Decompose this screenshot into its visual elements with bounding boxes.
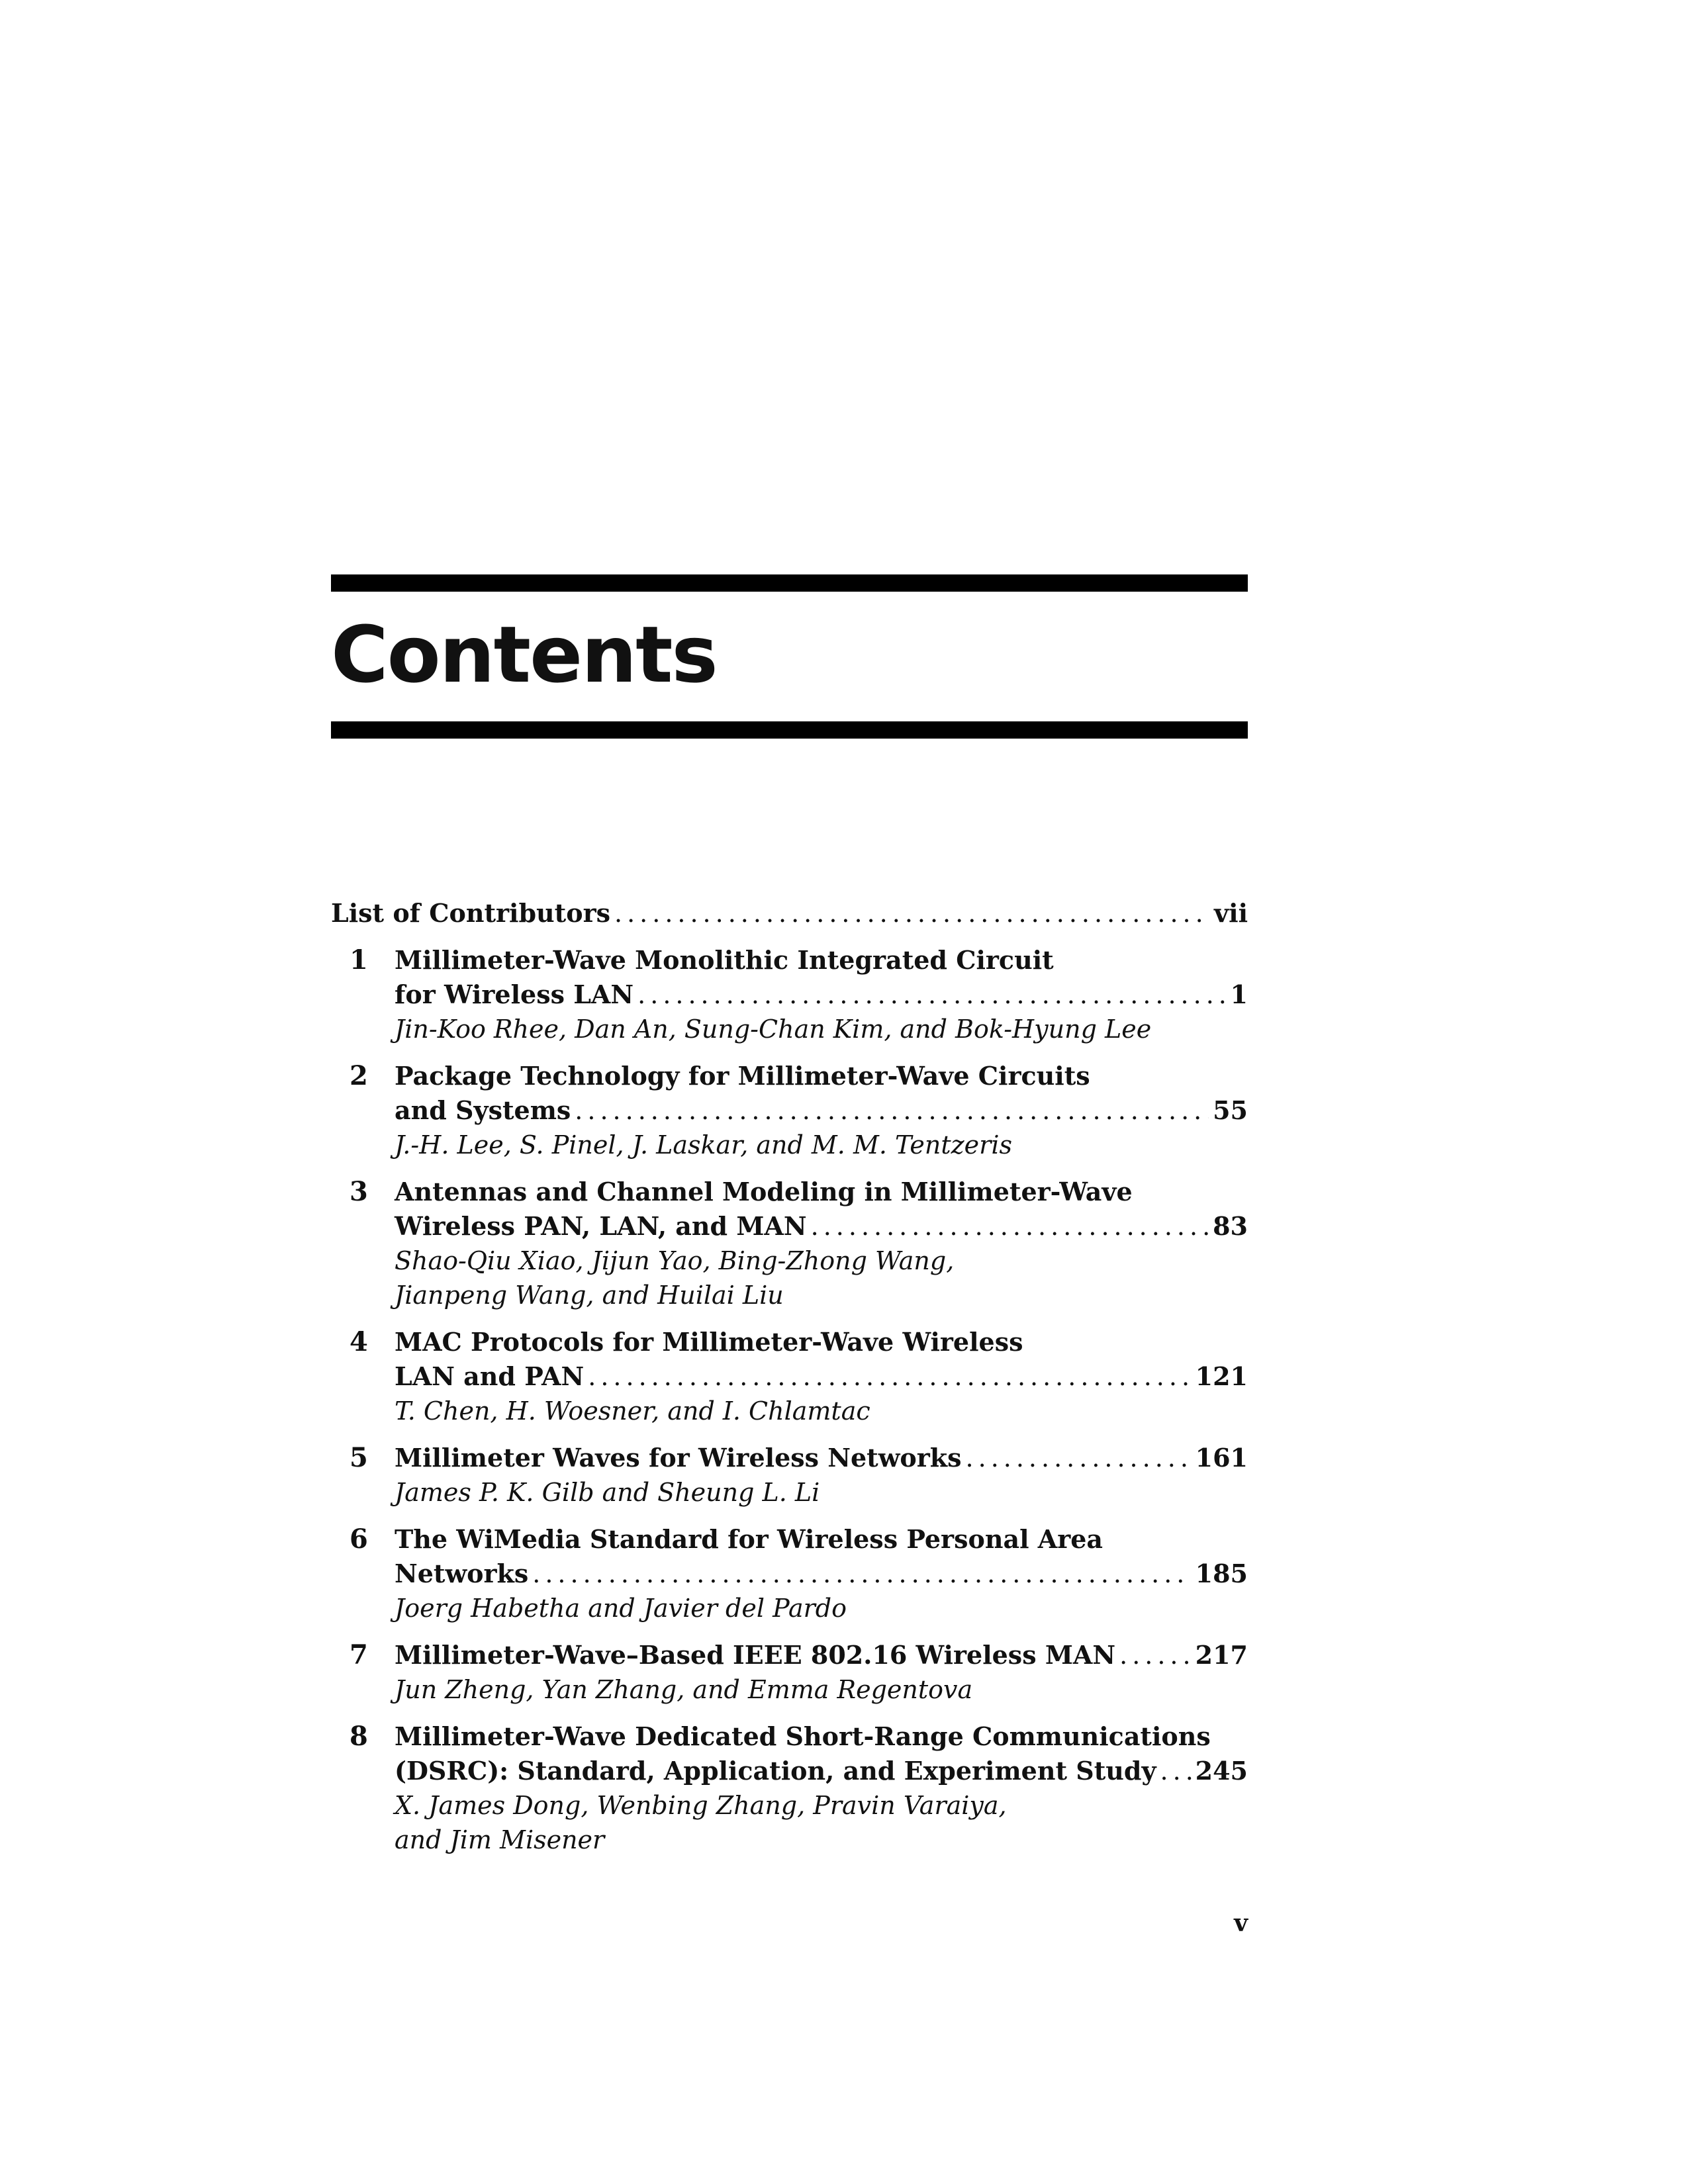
toc-page-number: 245 — [1195, 1756, 1248, 1786]
chapter-number: 4 — [350, 1326, 368, 1357]
toc-entry-chapter-3[interactable] — [331, 1175, 1248, 1312]
toc-page-number: 55 — [1213, 1095, 1248, 1125]
chapter-list — [331, 943, 1248, 1857]
chapter-number: 3 — [350, 1176, 368, 1207]
chapter-title-leader-line — [395, 1441, 1248, 1475]
chapter-title-line: Millimeter-Wave Dedicated Short-Range Communications — [395, 1721, 1211, 1751]
dot-leader — [532, 1557, 1191, 1591]
toc-page-number: 83 — [1213, 1211, 1248, 1241]
dot-leader — [966, 1441, 1192, 1475]
chapter-authors: Shao-Qiu Xiao, Jijun Yao, Bing-Zhong Wang, — [395, 1246, 955, 1275]
bottom-rule — [331, 721, 1248, 739]
toc-page-number: vii — [1214, 898, 1248, 928]
chapter-title-leader-line — [395, 978, 1248, 1012]
toc-page-number: 1 — [1230, 979, 1248, 1009]
toc-entry-chapter-8[interactable] — [331, 1719, 1248, 1857]
dot-leader — [811, 1209, 1209, 1244]
chapter-title-line: Wireless PAN, LAN, and MAN — [395, 1211, 807, 1241]
dot-leader — [1119, 1638, 1192, 1672]
chapter-title-line: and Systems — [395, 1095, 571, 1125]
chapter-title-line: LAN and PAN — [395, 1361, 585, 1391]
chapter-number: 7 — [350, 1639, 368, 1670]
chapter-title-leader-line — [395, 1093, 1248, 1128]
chapter-title-leader-line — [395, 1754, 1248, 1788]
page-folio: v — [1234, 1909, 1248, 1937]
dot-leader — [614, 896, 1210, 931]
toc-entry-chapter-1[interactable] — [331, 943, 1248, 1046]
dot-leader — [588, 1359, 1191, 1394]
chapter-authors: T. Chen, H. Woesner, and I. Chlamtac — [395, 1396, 870, 1426]
chapter-authors: J.-H. Lee, S. Pinel, J. Laskar, and M. M. Tentzeris — [395, 1130, 1012, 1160]
toc-page-number: 217 — [1195, 1640, 1248, 1670]
dot-leader — [1160, 1754, 1192, 1788]
toc-page-number: 185 — [1195, 1559, 1248, 1588]
chapter-title-leader-line — [395, 1638, 1248, 1672]
chapter-title-line: The WiMedia Standard for Wireless Personal Area — [395, 1524, 1103, 1554]
chapter-title-leader-line — [395, 1557, 1248, 1591]
chapter-title-leader-line — [395, 1359, 1248, 1394]
dot-leader — [575, 1093, 1209, 1128]
chapter-authors: Jun Zheng, Yan Zhang, and Emma Regentova — [395, 1675, 973, 1704]
chapter-authors: Jianpeng Wang, and Huilai Liu — [395, 1281, 784, 1310]
dot-leader — [637, 978, 1226, 1012]
table-of-contents — [331, 893, 1248, 1857]
chapter-number: 5 — [350, 1442, 368, 1473]
chapter-authors: Jin-Koo Rhee, Dan An, Sung-Chan Kim, and Bok-Hyung Lee — [395, 1015, 1152, 1044]
chapter-number: 2 — [350, 1060, 368, 1091]
chapter-authors: X. James Dong, Wenbing Zhang, Pravin Varaiya, — [395, 1791, 1007, 1820]
chapter-number: 1 — [350, 944, 368, 976]
page-title: Contents — [331, 609, 717, 700]
chapter-number: 8 — [350, 1721, 368, 1752]
chapter-title-line: Millimeter Waves for Wireless Networks — [395, 1443, 962, 1473]
chapter-title-line: (DSRC): Standard, Application, and Experiment Study — [395, 1756, 1156, 1786]
chapter-title-leader-line — [395, 1209, 1248, 1244]
chapter-authors: James P. K. Gilb and Sheung L. Li — [395, 1478, 820, 1507]
toc-entry-chapter-6[interactable] — [331, 1522, 1248, 1625]
chapter-number: 6 — [350, 1524, 368, 1555]
chapter-title-line: Networks — [395, 1559, 529, 1588]
toc-entry-label: List of Contributors — [331, 898, 610, 928]
toc-page-number: 161 — [1195, 1443, 1248, 1473]
toc-entry-contributors[interactable] — [331, 893, 1248, 931]
toc-page-number: 121 — [1195, 1361, 1248, 1391]
toc-entry-chapter-7[interactable] — [331, 1638, 1248, 1707]
top-rule — [331, 574, 1248, 592]
toc-entry-chapter-4[interactable] — [331, 1325, 1248, 1428]
chapter-authors: and Jim Misener — [395, 1825, 605, 1854]
chapter-title-line: Millimeter-Wave–Based IEEE 802.16 Wireless MAN — [395, 1640, 1116, 1670]
chapter-title-line: Millimeter-Wave Monolithic Integrated Circuit — [395, 945, 1054, 975]
toc-entry-chapter-2[interactable] — [331, 1059, 1248, 1162]
toc-entry-chapter-5[interactable] — [331, 1441, 1248, 1510]
chapter-title-line: Package Technology for Millimeter-Wave Circuits — [395, 1061, 1090, 1091]
chapter-title-line: for Wireless LAN — [395, 979, 634, 1009]
chapter-title-line: MAC Protocols for Millimeter-Wave Wireless — [395, 1327, 1023, 1357]
chapter-authors: Joerg Habetha and Javier del Pardo — [395, 1594, 847, 1623]
chapter-title-line: Antennas and Channel Modeling in Millimeter-Wave — [395, 1177, 1133, 1206]
